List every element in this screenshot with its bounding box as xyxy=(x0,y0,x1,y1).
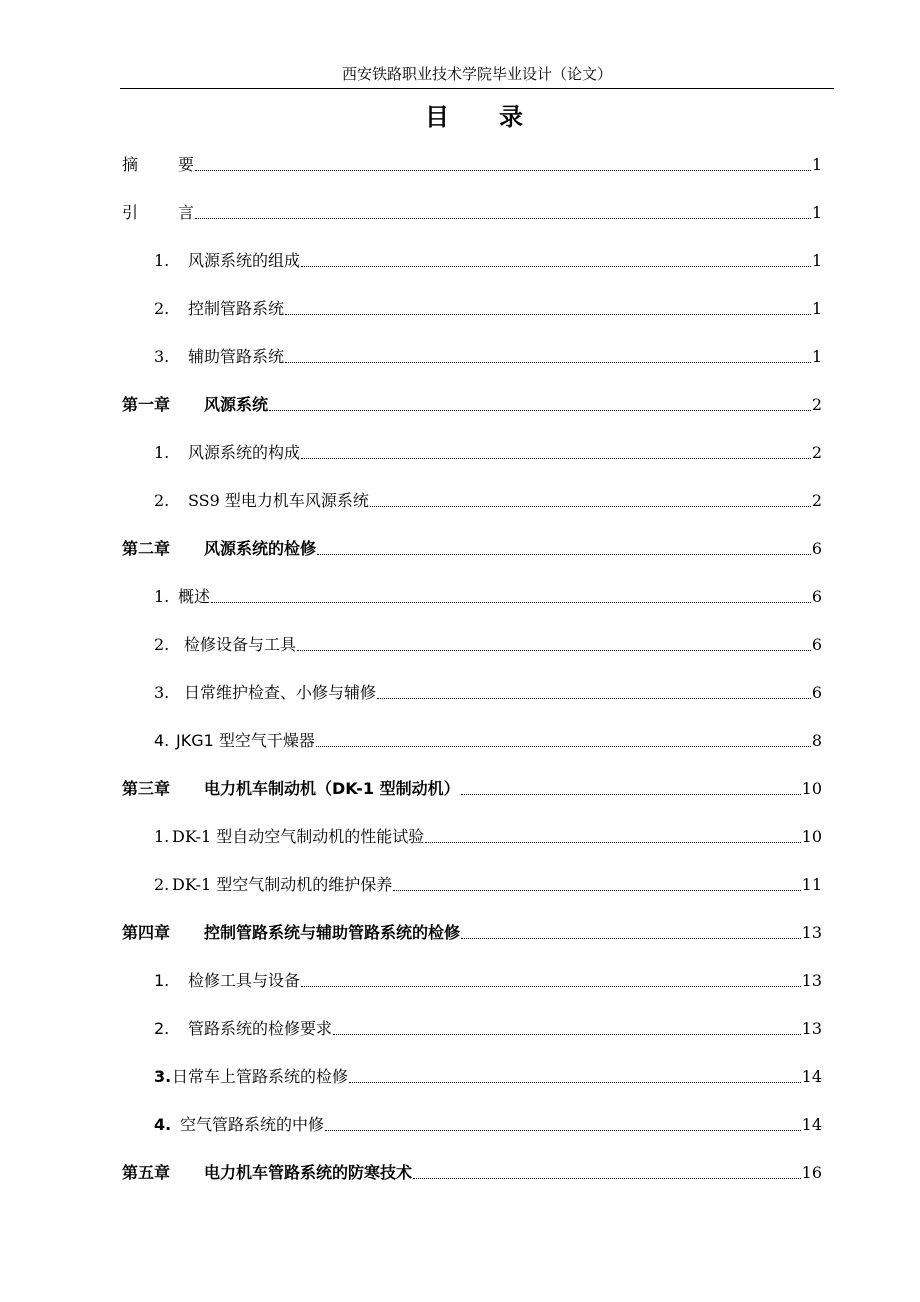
toc-page-number: 1 xyxy=(811,299,822,318)
toc-chapter-4[interactable] xyxy=(122,921,822,945)
toc-prefix: 2. xyxy=(154,635,170,654)
dot-leader xyxy=(316,746,811,747)
toc-text: JKG1 型空气干燥器 xyxy=(176,731,315,750)
toc-chapter-title: 风源系统 xyxy=(204,395,269,414)
toc-entry[interactable] xyxy=(154,681,822,705)
toc-prefix: 2. xyxy=(154,1019,170,1038)
toc-prefix: 2. xyxy=(154,299,170,318)
toc-page-number: 14 xyxy=(801,1115,822,1134)
toc-entry[interactable] xyxy=(154,873,822,897)
dot-leader xyxy=(377,698,811,699)
toc-chapter-5[interactable] xyxy=(122,1161,822,1185)
dot-leader xyxy=(425,842,800,843)
toc-page-number: 8 xyxy=(811,731,822,750)
toc-chapter-title: 风源系统的检修 xyxy=(204,539,317,558)
toc-text: 风源系统的组成 xyxy=(188,251,301,270)
toc-chapter-3[interactable] xyxy=(122,777,822,801)
toc-page-number: 6 xyxy=(811,683,822,702)
dot-leader xyxy=(195,218,811,219)
toc-page-number: 1 xyxy=(811,155,822,174)
toc-entry[interactable] xyxy=(154,441,822,465)
toc-prefix: 1. xyxy=(154,827,170,846)
toc-prefix: 4. xyxy=(154,731,170,750)
toc-page-number: 10 xyxy=(801,779,822,798)
toc-text: DK-1 型空气制动机的维护保养 xyxy=(172,875,393,894)
toc-page-number: 13 xyxy=(801,1019,822,1038)
toc-entry[interactable] xyxy=(154,249,822,273)
toc-entry[interactable] xyxy=(154,489,822,513)
toc-page-number: 2 xyxy=(811,395,822,414)
dot-leader xyxy=(301,986,801,987)
toc-prefix: 1. xyxy=(154,971,170,990)
dot-leader xyxy=(413,1178,801,1179)
toc-text: 辅助管路系统 xyxy=(188,347,285,366)
page-title xyxy=(0,100,920,134)
toc-text: SS9 型电力机车风源系统 xyxy=(188,491,369,510)
toc-page-number: 6 xyxy=(811,539,822,558)
dot-leader xyxy=(461,938,801,939)
toc-page-number: 6 xyxy=(811,587,822,606)
running-header: 西安铁路职业技术学院毕业设计（论文） xyxy=(341,65,612,83)
toc-page-number: 13 xyxy=(801,923,822,942)
toc-page-number: 2 xyxy=(811,491,822,510)
toc-prefix: 1. xyxy=(154,443,170,462)
toc-text: 检修工具与设备 xyxy=(188,971,301,990)
toc-entry[interactable] xyxy=(154,1113,822,1137)
toc-prefix: 3. xyxy=(154,683,170,702)
title-char-left: 目 xyxy=(425,103,449,131)
dot-leader xyxy=(349,1082,801,1083)
toc-prefix: 3. xyxy=(154,347,170,366)
toc-entry[interactable] xyxy=(154,585,822,609)
toc-page-number: 1 xyxy=(811,347,822,366)
toc-text: 日常维护检查、小修与辅修 xyxy=(184,683,377,702)
toc-page-number: 16 xyxy=(801,1163,822,1182)
toc-entry[interactable] xyxy=(154,345,822,369)
dot-leader xyxy=(317,554,811,555)
toc-entry[interactable] xyxy=(154,1017,822,1041)
toc-text: 要 xyxy=(178,155,195,174)
toc-prefix: 摘 xyxy=(122,155,139,174)
dot-leader xyxy=(285,314,811,315)
dot-leader xyxy=(301,266,811,267)
toc-text: DK-1 型自动空气制动机的性能试验 xyxy=(172,827,425,846)
toc-chapter-number: 第一章 xyxy=(122,395,171,414)
toc-text: 管路系统的检修要求 xyxy=(188,1019,333,1038)
toc-chapter-title: 控制管路系统与辅助管路系统的检修 xyxy=(204,923,461,942)
toc-entry[interactable] xyxy=(154,729,822,753)
toc-page-number: 2 xyxy=(811,443,822,462)
toc-chapter-number: 第四章 xyxy=(122,923,171,942)
toc-chapter-1[interactable] xyxy=(122,393,822,417)
toc-text: 控制管路系统 xyxy=(188,299,285,318)
toc-page-number: 1 xyxy=(811,203,822,222)
toc-text: 检修设备与工具 xyxy=(184,635,297,654)
dot-leader xyxy=(285,362,811,363)
toc-entry[interactable] xyxy=(154,1065,822,1089)
toc-page-number: 14 xyxy=(801,1067,822,1086)
toc-prefix: 1. xyxy=(154,251,170,270)
dot-leader xyxy=(333,1034,801,1035)
toc-page-number: 13 xyxy=(801,971,822,990)
toc-prefix: 2. xyxy=(154,875,170,894)
dot-leader xyxy=(370,506,811,507)
toc-text: 日常车上管路系统的检修 xyxy=(172,1067,349,1086)
toc-text: 风源系统的构成 xyxy=(188,443,301,462)
toc-chapter-number: 第二章 xyxy=(122,539,171,558)
toc-entry-abstract[interactable] xyxy=(122,153,822,177)
toc-prefix: 4. xyxy=(154,1115,172,1134)
header-rule xyxy=(120,88,834,89)
toc-chapter-number: 第三章 xyxy=(122,779,171,798)
toc-text: 概述 xyxy=(178,587,211,606)
toc-chapter-number: 第五章 xyxy=(122,1163,171,1182)
toc-text: 空气管路系统的中修 xyxy=(180,1115,325,1134)
toc-chapter-title: 电力机车管路系统的防寒技术 xyxy=(204,1163,413,1182)
toc-entry-introduction[interactable] xyxy=(122,201,822,225)
dot-leader xyxy=(297,650,811,651)
title-char-right: 录 xyxy=(499,103,523,131)
toc-entry[interactable] xyxy=(154,825,822,849)
toc-page-number: 11 xyxy=(801,875,822,894)
toc-chapter-title: 电力机车制动机（DK-1 型制动机） xyxy=(204,779,460,798)
dot-leader xyxy=(269,410,811,411)
toc-prefix: 2. xyxy=(154,491,170,510)
toc-prefix: 引 xyxy=(122,203,139,222)
toc-entry[interactable] xyxy=(154,297,822,321)
dot-leader xyxy=(325,1130,801,1131)
toc-page-number: 1 xyxy=(811,251,822,270)
toc-chapter-2[interactable] xyxy=(122,537,822,561)
dot-leader xyxy=(301,458,811,459)
toc-entry[interactable] xyxy=(154,633,822,657)
toc-page-number: 10 xyxy=(801,827,822,846)
dot-leader xyxy=(195,170,811,171)
dot-leader xyxy=(211,602,811,603)
toc-text: 言 xyxy=(178,203,195,222)
toc-entry[interactable] xyxy=(154,969,822,993)
dot-leader xyxy=(461,794,801,795)
dot-leader xyxy=(393,890,800,891)
toc-page-number: 6 xyxy=(811,635,822,654)
toc-prefix: 1. xyxy=(154,587,170,606)
toc-prefix: 3. xyxy=(154,1067,172,1086)
